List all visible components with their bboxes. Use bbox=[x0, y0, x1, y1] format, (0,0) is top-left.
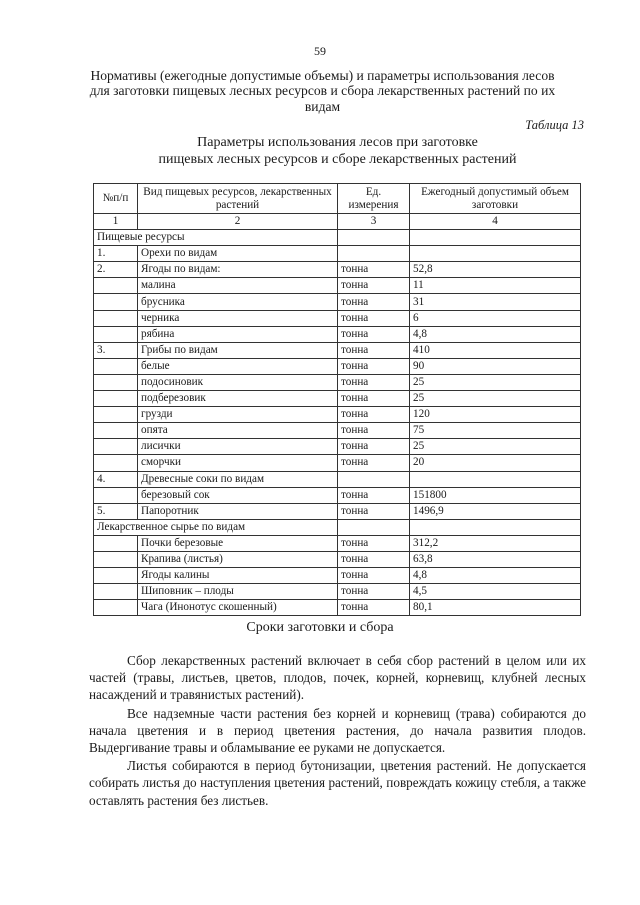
row-value: 312,2 bbox=[410, 535, 581, 551]
row-value: 25 bbox=[410, 391, 581, 407]
forest-resources-table bbox=[93, 183, 581, 616]
header-resource-type: Вид пищевых ресурсов, лекарственных растений bbox=[138, 184, 338, 214]
row-number: 5. bbox=[94, 503, 138, 519]
row-name: малина bbox=[138, 278, 338, 294]
row-value: 410 bbox=[410, 342, 581, 358]
table-row bbox=[94, 278, 581, 294]
row-value bbox=[410, 246, 581, 262]
table-row bbox=[94, 455, 581, 471]
row-value: 120 bbox=[410, 407, 581, 423]
section-food-empty-unit bbox=[338, 230, 410, 246]
row-unit: тонна bbox=[338, 535, 410, 551]
row-number bbox=[94, 535, 138, 551]
section-food-empty-value bbox=[410, 230, 581, 246]
row-name: черника bbox=[138, 310, 338, 326]
row-unit: тонна bbox=[338, 568, 410, 584]
table-row bbox=[94, 294, 581, 310]
row-name: Крапива (листья) bbox=[138, 551, 338, 567]
row-unit: тонна bbox=[338, 310, 410, 326]
row-unit: тонна bbox=[338, 294, 410, 310]
col-number-2: 2 bbox=[138, 214, 338, 230]
row-value: 4,8 bbox=[410, 326, 581, 342]
row-name: Чага (Инонотус скошенный) bbox=[138, 600, 338, 616]
row-value: 25 bbox=[410, 439, 581, 455]
row-value: 31 bbox=[410, 294, 581, 310]
row-name: Грибы по видам bbox=[138, 342, 338, 358]
row-name: грузди bbox=[138, 407, 338, 423]
row-number bbox=[94, 455, 138, 471]
table-title bbox=[95, 134, 580, 168]
section-medicinal-empty-value bbox=[410, 519, 581, 535]
row-value: 52,8 bbox=[410, 262, 581, 278]
row-number bbox=[94, 423, 138, 439]
row-name: брусника bbox=[138, 294, 338, 310]
row-name: Ягоды по видам: bbox=[138, 262, 338, 278]
row-unit: тонна bbox=[338, 439, 410, 455]
header-number: №п/п bbox=[94, 184, 138, 214]
body-text bbox=[89, 652, 586, 810]
row-value: 75 bbox=[410, 423, 581, 439]
row-value: 1496,9 bbox=[410, 503, 581, 519]
row-number bbox=[94, 407, 138, 423]
row-value: 11 bbox=[410, 278, 581, 294]
table-row bbox=[94, 600, 581, 616]
row-name: рябина bbox=[138, 326, 338, 342]
row-unit: тонна bbox=[338, 423, 410, 439]
row-number: 2. bbox=[94, 262, 138, 278]
row-number: 3. bbox=[94, 342, 138, 358]
row-value: 90 bbox=[410, 358, 581, 374]
section-medicinal-empty-unit bbox=[338, 519, 410, 535]
row-value: 80,1 bbox=[410, 600, 581, 616]
table-row bbox=[94, 535, 581, 551]
row-number bbox=[94, 278, 138, 294]
table-row bbox=[94, 391, 581, 407]
table-row bbox=[94, 342, 581, 358]
row-value: 6 bbox=[410, 310, 581, 326]
table-row bbox=[94, 326, 581, 342]
row-value: 20 bbox=[410, 455, 581, 471]
row-unit bbox=[338, 471, 410, 487]
row-number bbox=[94, 374, 138, 390]
table-row bbox=[94, 246, 581, 262]
main-title: Нормативы (ежегодные допустимые объемы) и параметры использования лесов для заготовки пищевых лесных ресурсов и сбора лекарственных растений по их видам bbox=[89, 68, 556, 114]
table-label: Таблица 13 bbox=[525, 118, 584, 132]
row-number bbox=[94, 391, 138, 407]
table-header-row bbox=[94, 184, 581, 214]
table-row bbox=[94, 503, 581, 519]
row-unit: тонна bbox=[338, 600, 410, 616]
row-unit: тонна bbox=[338, 584, 410, 600]
table-row bbox=[94, 423, 581, 439]
table-row bbox=[94, 568, 581, 584]
table-row bbox=[94, 439, 581, 455]
row-unit: тонна bbox=[338, 262, 410, 278]
row-name: Шиповник – плоды bbox=[138, 584, 338, 600]
table-row bbox=[94, 551, 581, 567]
row-number bbox=[94, 487, 138, 503]
section-medicinal-label: Лекарственное сырье по видам bbox=[94, 519, 338, 535]
row-name: лисички bbox=[138, 439, 338, 455]
col-number-1: 1 bbox=[94, 214, 138, 230]
row-unit: тонна bbox=[338, 407, 410, 423]
col-number-4: 4 bbox=[410, 214, 581, 230]
row-name: подосиновик bbox=[138, 374, 338, 390]
row-number bbox=[94, 358, 138, 374]
row-number bbox=[94, 584, 138, 600]
row-value bbox=[410, 471, 581, 487]
row-unit: тонна bbox=[338, 455, 410, 471]
row-unit: тонна bbox=[338, 326, 410, 342]
row-unit: тонна bbox=[338, 358, 410, 374]
row-value: 4,5 bbox=[410, 584, 581, 600]
row-unit: тонна bbox=[338, 503, 410, 519]
table-title-line2: пищевых лесных ресурсов и сборе лекарственных растений bbox=[158, 152, 517, 167]
table-title-line1: Параметры использования лесов при заготовке bbox=[197, 135, 478, 150]
row-name: Папоротник bbox=[138, 503, 338, 519]
row-value: 25 bbox=[410, 374, 581, 390]
row-name: Орехи по видам bbox=[138, 246, 338, 262]
row-value: 151800 bbox=[410, 487, 581, 503]
row-number bbox=[94, 294, 138, 310]
row-unit: тонна bbox=[338, 487, 410, 503]
row-value: 63,8 bbox=[410, 551, 581, 567]
header-annual-volume: Ежегодный допустимый объем заготовки bbox=[410, 184, 581, 214]
section-subheading: Сроки заготовки и сбора bbox=[246, 620, 394, 635]
paragraph-1: Сбор лекарственных растений включает в себя сбор растений в целом или их частей (травы, листьев, цветов, плодов, почек, корней, корневищ, клубней лесных насаждений и травянистых растений). bbox=[89, 653, 586, 703]
row-number bbox=[94, 600, 138, 616]
section-row-medicinal bbox=[94, 519, 581, 535]
table-row bbox=[94, 584, 581, 600]
section-food-label: Пищевые ресурсы bbox=[94, 230, 338, 246]
row-unit: тонна bbox=[338, 391, 410, 407]
row-unit bbox=[338, 246, 410, 262]
row-unit: тонна bbox=[338, 278, 410, 294]
table-row bbox=[94, 374, 581, 390]
paragraph-2: Все надземные части растения без корней и корневищ (трава) собираются до начала цветения и в период цветения растения, до начала развития плодов. Выдергивание травы и обламывание ее руками не допускается. bbox=[89, 705, 586, 756]
row-name: Ягоды калины bbox=[138, 568, 338, 584]
table-row bbox=[94, 310, 581, 326]
col-number-3: 3 bbox=[338, 214, 410, 230]
row-unit: тонна bbox=[338, 342, 410, 358]
row-name: опята bbox=[138, 423, 338, 439]
row-unit: тонна bbox=[338, 551, 410, 567]
row-number: 4. bbox=[94, 471, 138, 487]
table-row bbox=[94, 407, 581, 423]
header-unit: Ед. измерения bbox=[338, 184, 410, 214]
paragraph-3: Листья собираются в период бутонизации, цветения растений. Не допускается собирать листья до наступления цветения растений, повреждать кожицу стебля, а также оставлять растения без листьев. bbox=[89, 758, 586, 808]
row-name: подберезовик bbox=[138, 391, 338, 407]
table-row bbox=[94, 471, 581, 487]
table-row bbox=[94, 358, 581, 374]
row-name: белые bbox=[138, 358, 338, 374]
row-number: 1. bbox=[94, 246, 138, 262]
column-number-row bbox=[94, 214, 581, 230]
row-number bbox=[94, 310, 138, 326]
section-row-food bbox=[94, 230, 581, 246]
page-number: 59 bbox=[314, 44, 326, 58]
row-name: сморчки bbox=[138, 455, 338, 471]
row-name: Древесные соки по видам bbox=[138, 471, 338, 487]
table-row bbox=[94, 487, 581, 503]
row-name: березовый сок bbox=[138, 487, 338, 503]
row-unit: тонна bbox=[338, 374, 410, 390]
row-number bbox=[94, 551, 138, 567]
row-number bbox=[94, 568, 138, 584]
row-value: 4,8 bbox=[410, 568, 581, 584]
row-number bbox=[94, 326, 138, 342]
row-name: Почки березовые bbox=[138, 535, 338, 551]
row-number bbox=[94, 439, 138, 455]
table-row bbox=[94, 262, 581, 278]
